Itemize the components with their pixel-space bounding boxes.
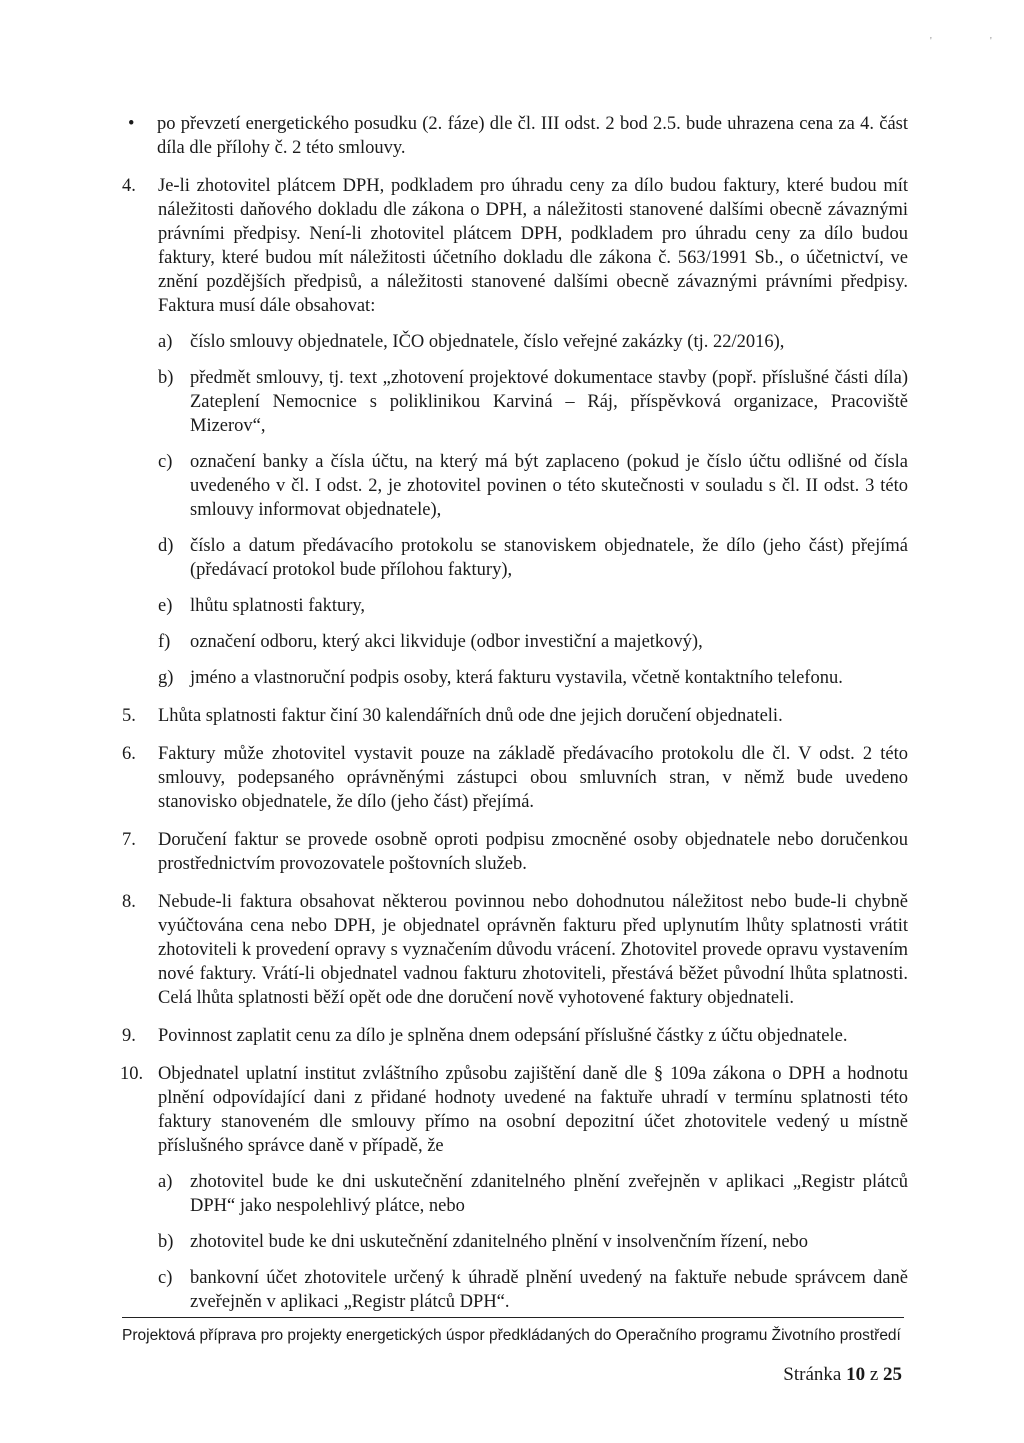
page-number	[783, 1364, 902, 1386]
clause-6	[122, 742, 908, 814]
scan-mark: '	[990, 36, 992, 47]
clause-7	[122, 828, 908, 876]
clause-9	[122, 1024, 908, 1048]
list-item	[158, 330, 908, 354]
clause-4	[122, 174, 908, 690]
list-letter: a)	[158, 1172, 173, 1192]
list-text: číslo a datum předávacího protokolu se stanoviskem objednatele, že dílo (jeho část) přejímá (předávací protokol bude přílohou faktury),	[190, 536, 908, 580]
clause-number: 9.	[122, 1026, 136, 1046]
footer-text: Projektová příprava pro projekty energetických úspor předkládaných do Operačního programu Životního prostředí	[122, 1327, 901, 1344]
list-letter: d)	[158, 536, 174, 556]
clause-text: Doručení faktur se provede osobně oproti podpisu zmocněné osoby objednatele nebo doručenkou prostřednictvím provozovatele poštovních služeb.	[158, 830, 908, 874]
footer-divider	[122, 1317, 904, 1318]
list-letter: a)	[158, 332, 173, 352]
list-text: označení banky a čísla účtu, na který má být zaplaceno (pokud je číslo účtu odlišné od čísla uvedeného v čl. I odst. 2, je zhotovitel povinen o této skutečnosti v souladu s čl. II odst. 3 této smlouvy informovat objednatele),	[190, 452, 908, 520]
list-letter: b)	[158, 368, 174, 388]
list-letter: f)	[158, 632, 171, 652]
clause-text: Je-li zhotovitel plátcem DPH, podkladem pro úhradu ceny za dílo budou faktury, které budou mít náležitosti daňového dokladu dle zákona o DPH, a náležitosti stanovené dalšími obecně závaznými právními předpisy. Není-li zhotovitel plátcem DPH, podkladem pro úhradu ceny za dílo budou faktury, které budou mít náležitosti účetního dokladu dle zákona č. 563/1991 Sb., o účetnictví, ve znění pozdějších předpisů, a náležitosti stanovené dalšími obecně závaznými právními předpisy. Faktura musí dále obsahovat:	[158, 176, 908, 316]
list-letter: c)	[158, 452, 173, 472]
clause-number: 4.	[122, 176, 136, 196]
list-item	[158, 534, 908, 582]
clause-number: 8.	[122, 892, 136, 912]
list-text: jméno a vlastnoruční podpis osoby, která fakturu vystavila, včetně kontaktního telefonu.	[190, 668, 843, 688]
clause-5	[122, 704, 908, 728]
list-text: číslo smlouvy objednatele, IČO objednatele, číslo veřejné zakázky (tj. 22/2016),	[190, 332, 785, 352]
page-label: Stránka	[783, 1364, 842, 1385]
clause-text: Lhůta splatnosti faktur činí 30 kalendářních dnů ode dne jejich doručení objednateli.	[158, 706, 783, 726]
list-text: zhotovitel bude ke dni uskutečnění zdanitelného plnění v insolvenčním řízení, nebo	[190, 1232, 809, 1252]
list-item	[158, 450, 908, 522]
list-text: označení odboru, který akci likviduje (odbor investiční a majetkový),	[190, 632, 703, 652]
clause-text: Faktury může zhotovitel vystavit pouze na základě předávacího protokolu dle čl. V odst. 2 této smlouvy, podepsaného oprávněnými zástupci obou smluvních stran, v němž bude uvedeno stanovisko objednatele, že dílo (jeho část) přejímá.	[158, 744, 908, 812]
list-item	[158, 366, 908, 438]
list-text: předmět smlouvy, tj. text „zhotovení projektové dokumentace stavby (popř. příslušné části díla) Zateplení Nemocnice s poliklinikou Karviná – Ráj, příspěvková organizace, Pracoviště Mizerov“,	[190, 368, 908, 436]
clause-4-sublist	[158, 330, 908, 690]
bullet-item	[122, 112, 908, 160]
page-of: z	[869, 1364, 879, 1385]
list-item	[158, 1230, 908, 1254]
bullet-text: po převzetí energetického posudku (2. fáze) dle čl. III odst. 2 bod 2.5. bude uhrazena cena za 4. část díla dle přílohy č. 2 této smlouvy.	[157, 114, 908, 158]
list-letter: g)	[158, 668, 174, 688]
list-text: lhůtu splatnosti faktury,	[190, 596, 366, 616]
clause-number: 10.	[120, 1064, 144, 1084]
list-letter: c)	[158, 1268, 173, 1288]
list-text: zhotovitel bude ke dni uskutečnění zdanitelného plnění zveřejněn v aplikaci „Registr plátců DPH“ jako nespolehlivý plátce, nebo	[190, 1172, 908, 1216]
clause-8	[122, 890, 908, 1010]
page-current: 10	[846, 1364, 866, 1385]
list-item	[158, 594, 908, 618]
clause-text: Nebude-li faktura obsahovat některou povinnou nebo dohodnutou náležitost nebo bude-li chybně vyúčtována cena nebo DPH, je objednatel oprávněn fakturu před uplynutím lhůty splatnosti vrátit zhotoviteli k provedení opravy s vyznačením důvodu vrácení. Zhotovitel provede opravu vystavením nové faktury. Vrátí-li objednatel vadnou fakturu zhotoviteli, přestává běžet původní lhůta splatnosti. Celá lhůta splatnosti běží opět ode dne doručení nově vyhotovené faktury objednateli.	[158, 892, 908, 1008]
list-text: bankovní účet zhotovitele určený k úhradě plnění uvedený na faktuře nebude správcem daně zveřejněn v aplikaci „Registr plátců DPH“.	[190, 1268, 908, 1312]
scan-mark: '	[930, 36, 932, 47]
list-item	[158, 666, 908, 690]
bullet-dot-icon: •	[128, 114, 135, 134]
clause-text: Objednatel uplatní institut zvláštního způsobu zajištění daně dle § 109a zákona o DPH a hodnotu plnění odpovídající dani z přidané hodnoty uvedené na faktuře uhradí v termínu splatnosti této faktury stanoveném dle smlouvy přímo na osobní depozitní účet zhotovitele vedený u místně příslušného správce daně v případě, že	[158, 1064, 908, 1156]
clause-10-sublist	[158, 1170, 908, 1314]
clause-10	[122, 1062, 908, 1314]
clause-number: 7.	[122, 830, 136, 850]
page-total: 25	[883, 1364, 902, 1385]
list-item	[158, 1170, 908, 1218]
clause-number: 5.	[122, 706, 136, 726]
list-letter: b)	[158, 1232, 174, 1252]
list-item	[158, 1266, 908, 1314]
list-item	[158, 630, 908, 654]
clause-text: Povinnost zaplatit cenu za dílo je splněna dnem odepsání příslušné částky z účtu objednatele.	[158, 1026, 848, 1046]
clause-number: 6.	[122, 744, 136, 764]
list-letter: e)	[158, 596, 173, 616]
page-content	[122, 112, 908, 1328]
